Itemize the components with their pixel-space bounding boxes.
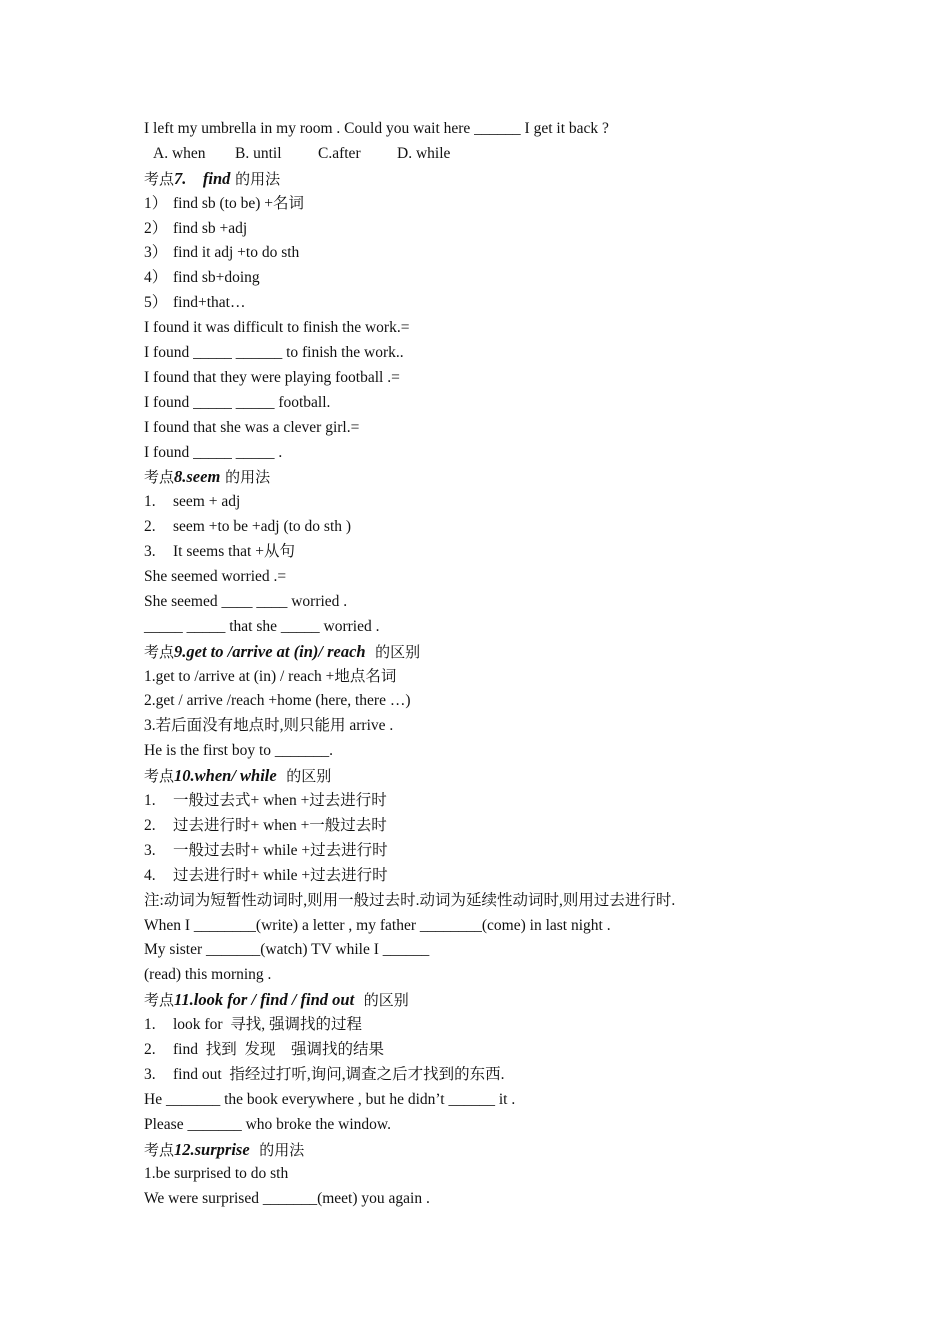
list-item: 3. find out 指经过打听,询问,调查之后才找到的东西. <box>144 1065 505 1083</box>
list-item: 2） find sb +adj <box>144 219 248 237</box>
exercise-line: 1.be surprised to do sth <box>144 1165 289 1183</box>
exercise-line: I found that they were playing football .= <box>144 368 400 386</box>
exercise-line: 2.get / arrive /reach +home (here, there …) <box>144 692 411 710</box>
option-c: C.after <box>318 144 361 162</box>
exercise-line: (read) this morning . <box>144 966 272 984</box>
list-item: 1. seem + adj <box>144 493 241 511</box>
list-item: 2. 过去进行时+ when +一般过去时 <box>144 816 387 834</box>
list-item: 5） find+that… <box>144 294 246 312</box>
option-b: B. until <box>235 144 282 162</box>
document-content <box>144 117 844 1212</box>
question-options <box>144 142 844 167</box>
exercise-line: When I ________(write) a letter , my father ________(come) in last night . <box>144 916 611 934</box>
exercise-line: 1.get to /arrive at (in) / reach +地点名词 <box>144 667 397 685</box>
exercise-line: I found it was difficult to finish the work.= <box>144 319 410 337</box>
exercise-line: My sister _______(watch) TV while I ______ <box>144 941 430 959</box>
exercise-line: Please _______ who broke the window. <box>144 1115 391 1133</box>
list-item: 2. find 找到 发现 强调找的结果 <box>144 1040 384 1058</box>
list-item: 4） find sb+doing <box>144 269 260 287</box>
exercise-line: She seemed ____ ____ worried . <box>144 592 348 610</box>
exercise-line: We were surprised _______(meet) you again . <box>144 1190 430 1208</box>
list-item: 4. 过去进行时+ while +过去进行时 <box>144 866 388 884</box>
question-line: I left my umbrella in my room . Could you wait here ______ I get it back ? <box>144 120 609 137</box>
list-item: 1. 一般过去式+ when +过去进行时 <box>144 792 387 810</box>
note-line: 注:动词为短暂性动词时,则用一般过去时.动词为延续性动词时,则用过去进行时. <box>144 891 676 909</box>
option-d: D. while <box>397 144 451 162</box>
section-heading-8: 考点8.seem 的用法 <box>144 467 271 487</box>
list-item: 3） find it adj +to do sth <box>144 244 300 262</box>
section-heading-7: 考点7. find 的用法 <box>144 168 281 188</box>
exercise-line: I found _____ _____ . <box>144 443 283 461</box>
list-item: 1. look for 寻找, 强调找的过程 <box>144 1016 363 1034</box>
section-heading-11: 考点11.look for / find / find out 的区别 <box>144 990 409 1010</box>
exercise-line: _____ _____ that she _____ worried . <box>144 617 380 635</box>
exercise-line: She seemed worried .= <box>144 568 287 586</box>
option-a: A. when <box>153 144 206 162</box>
list-item: 3. It seems that +从句 <box>144 543 295 561</box>
exercise-line: I found that she was a clever girl.= <box>144 418 360 436</box>
exercise-line: I found _____ _____ football. <box>144 393 331 411</box>
exercise-line: He is the first boy to _______. <box>144 742 333 760</box>
exercise-line: He _______ the book everywhere , but he didn’t ______ it . <box>144 1090 516 1108</box>
section-heading-10: 考点10.when/ while 的区别 <box>144 766 332 786</box>
list-item: 3. 一般过去时+ while +过去进行时 <box>144 841 388 859</box>
exercise-line: 3.若后面没有地点时,则只能用 arrive . <box>144 717 394 735</box>
exercise-line: I found _____ ______ to finish the work.. <box>144 344 404 362</box>
list-item: 1） find sb (to be) +名词 <box>144 194 305 212</box>
section-heading-9: 考点9.get to /arrive at (in)/ reach 的区别 <box>144 641 421 661</box>
section-heading-12: 考点12.surprise 的用法 <box>144 1139 305 1159</box>
list-item: 2. seem +to be +adj (to do sth ) <box>144 518 352 536</box>
